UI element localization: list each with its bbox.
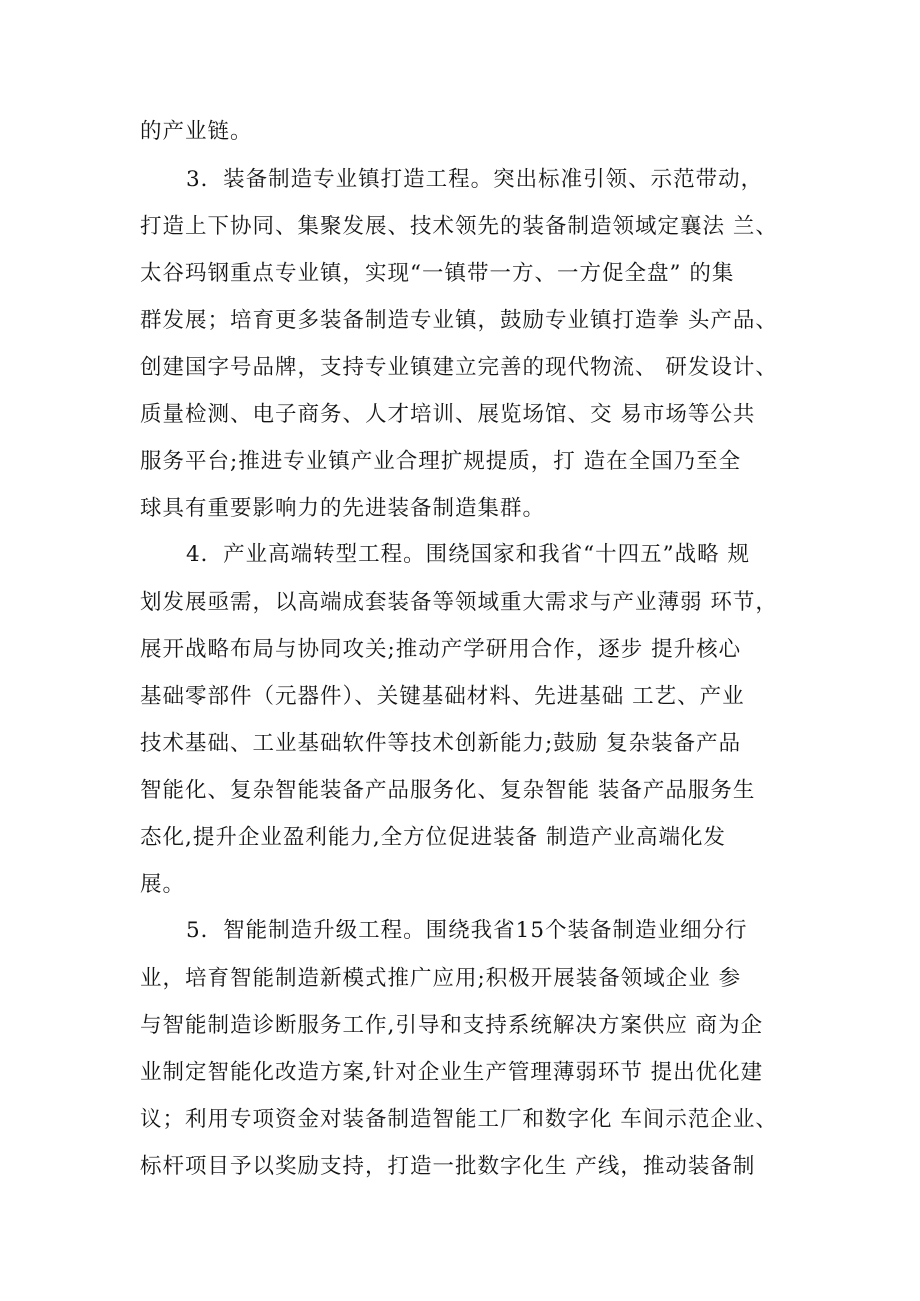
- text-line: 球具有重要影响力的先进装备制造集群。: [140, 496, 546, 521]
- text-line: 群发展；培育更多装备制造专业镇，鼓励专业镇打造拳 头产品、: [140, 308, 778, 333]
- text-line: 质量检测、电子商务、人才培训、展览场馆、交 易市场等公共: [140, 402, 756, 427]
- text-line: 创建国字号品牌，支持专业镇建立完善的现代物流、 研发设计、: [140, 355, 778, 380]
- text-line: 标杆项目予以奖励支持，打造一批数字化生 产线，推动装备制: [140, 1154, 756, 1179]
- text-line: 太谷玛钢重点专业镇，实现“一镇带一方、一方促全盘” 的集: [140, 261, 735, 286]
- text-line: 技术基础、工业基础软件等技术创新能力;鼓励 复杂装备产品: [140, 731, 742, 756]
- text-line: 展开战略布局与协同攻关;推动产学研用合作，逐步 提升核心: [140, 637, 742, 662]
- text-line: 与智能制造诊断服务工作,引导和支持系统解决方案供应 商为企: [140, 1013, 764, 1038]
- text-line: 基础零部件（元器件）、关键基础材料、先进基础 工艺、产业: [140, 684, 745, 709]
- text-line: 业，培育智能制造新模式推广应用;积极开展装备领域企业 参: [140, 966, 742, 991]
- text-line: 业制定智能化改造方案,针对企业生产管理薄弱环节 提出优化建: [140, 1060, 764, 1085]
- text-line: 划发展亟需，以高端成套装备等领域重大需求与产业薄弱 环节，: [140, 590, 778, 615]
- text-line: 服务平台;推进专业镇产业合理扩规提质，打 造在全国乃至全: [140, 449, 742, 474]
- text-line: 议；利用专项资金对装备制造智能工厂和数字化 车间示范企业、: [140, 1107, 778, 1132]
- text-line: 的产业链。: [140, 119, 253, 144]
- text-line: 智能化、复杂智能装备产品服务化、复杂智能 装备产品服务生: [140, 778, 756, 803]
- text-line: 打造上下协同、集聚发展、技术领先的装备制造领域定襄法 兰、: [140, 214, 778, 239]
- text-line: 展。: [140, 872, 186, 897]
- text-line: 4．产业高端转型工程。围绕国家和我省“十四五”战略 规: [186, 542, 750, 567]
- text-line: 5．智能制造升级工程。围绕我省15个装备制造业细分行: [186, 918, 748, 943]
- text-line: 3．装备制造专业镇打造工程。突出标准引领、示范带动，: [186, 167, 764, 192]
- text-line: 态化,提升企业盈利能力,全方位促进装备 制造产业高端化发: [140, 825, 727, 850]
